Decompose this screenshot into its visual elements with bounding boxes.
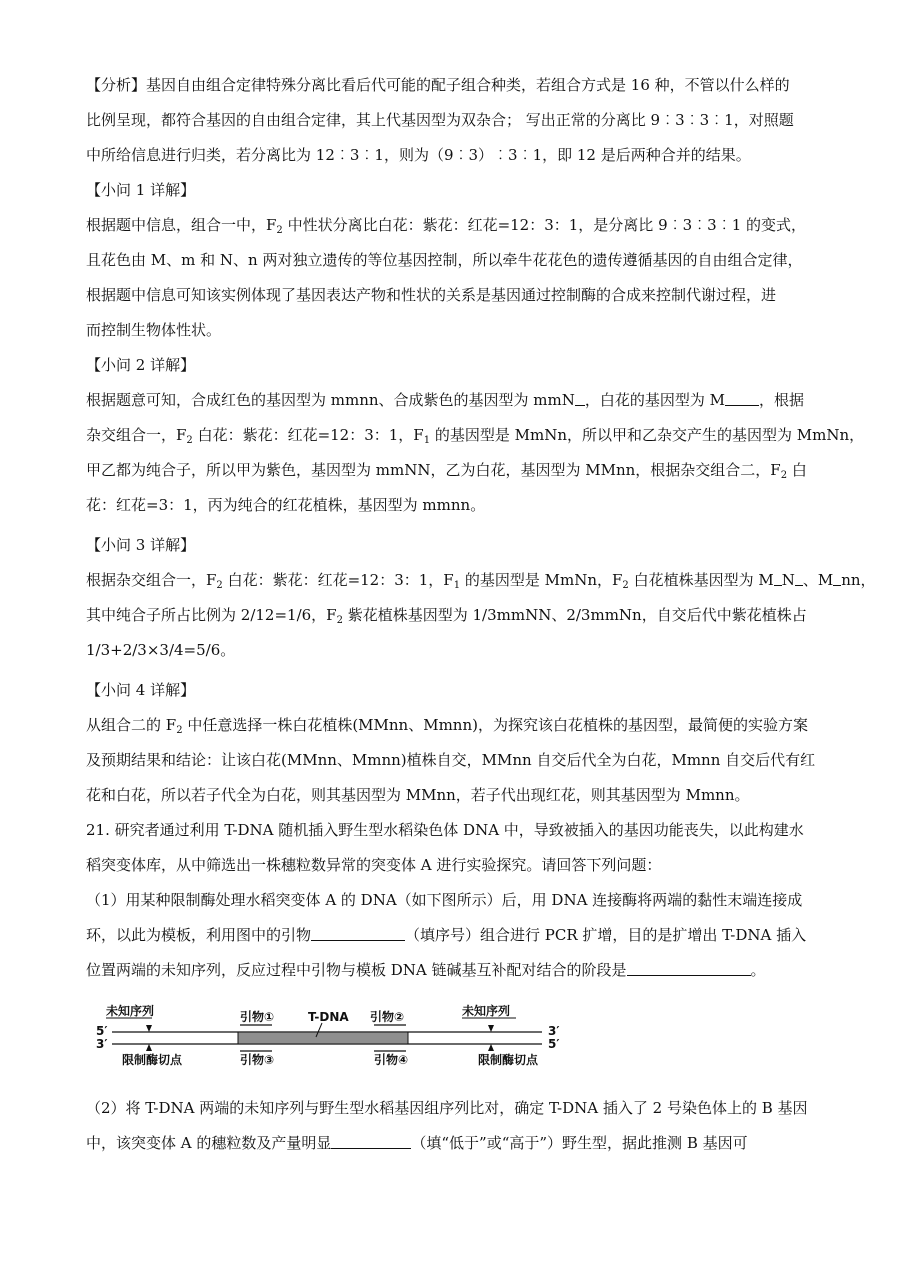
primer-3-label: 引物③ bbox=[240, 1053, 275, 1067]
q21-part2-line-2: 中，该突变体 A 的穗粒数及产量明显 （填“低于”或“高于”）野生型，据此推测 B 基因可 bbox=[86, 1134, 748, 1152]
analysis-line-2: 比例呈现，都符合基因的自由组合定律，其上代基因型为双杂合； 写出正常的分离比 9︰3︰3︰1，对照题 bbox=[86, 111, 794, 129]
tdna-label: T-DNA bbox=[308, 1010, 349, 1024]
q1-heading: 【小问 1 详解】 bbox=[86, 181, 196, 199]
genotype-blank bbox=[774, 571, 782, 586]
cut-site-marker-top-left bbox=[146, 1025, 152, 1032]
q1-line-4: 而控制生物体性状。 bbox=[86, 321, 222, 339]
cut-site-left-label: 限制酶切点 bbox=[122, 1053, 183, 1067]
q21-line-2: 稻突变体库，从中筛选出一株穗粒数异常的突变体 A 进行实验探究。请回答下列问题： bbox=[86, 856, 662, 874]
tdna-primer-figure bbox=[96, 1003, 566, 1067]
answer-blank-stage[interactable] bbox=[627, 961, 751, 976]
genotype-blank bbox=[833, 571, 841, 586]
primer-4-label: 引物④ bbox=[374, 1053, 409, 1067]
unknown-seq-right-label: 未知序列 bbox=[462, 1004, 511, 1018]
genotype-blank bbox=[795, 571, 803, 586]
primer-1-label: 引物① bbox=[240, 1010, 275, 1024]
q2-line-2: 杂交组合一，$F_2$ 白花：紫花：红花=12：3：1，$F_1$ 的基因型是 MmNn，所以甲和乙杂交产生的基因型为 MmNn， bbox=[86, 426, 865, 446]
q4-heading: 【小问 4 详解】 bbox=[86, 681, 196, 699]
analysis-line-3: 中所给信息进行归类，若分离比为 12︰3︰1，则为（9︰3）︰3︰1，即 12 是后两种合并的结果。 bbox=[86, 146, 751, 164]
cut-site-marker-top-right bbox=[488, 1025, 494, 1032]
cut-site-right-label: 限制酶切点 bbox=[478, 1053, 539, 1067]
q1-line-2: 且花色由 M、m 和 N、n 两对独立遗传的等位基因控制，所以牵牛花花色的遗传遵循基因的自由组合定律， bbox=[86, 251, 803, 269]
end-3-left: 3′ bbox=[96, 1037, 108, 1051]
end-5-left: 5′ bbox=[96, 1024, 108, 1038]
q21-line-1: 21. 研究者通过利用 T-DNA 随机插入野生型水稻染色体 DNA 中，导致被插入的基因功能丧失，以此构建水 bbox=[86, 821, 804, 839]
q21-part1-line-1: （1）用某种限制酶处理水稻突变体 A 的 DNA（如下图所示）后，用 DNA 连接酶将两端的黏性末端连接成 bbox=[86, 891, 803, 909]
genotype-blank bbox=[725, 391, 759, 406]
primer-2-label: 引物② bbox=[370, 1010, 405, 1024]
q21-part1-line-2: 环，以此为模板，利用图中的引物 （填序号）组合进行 PCR 扩增，目的是扩增出 T-DNA 插入 bbox=[86, 926, 807, 944]
q1-line-3: 根据题中信息可知该实例体现了基因表达产物和性状的关系是基因通过控制酶的合成来控制代谢过程，进 bbox=[86, 286, 777, 304]
end-5-right: 5′ bbox=[548, 1037, 560, 1051]
q21-part1-line-3: 位置两端的未知序列，反应过程中引物与模板 DNA 链碱基互补配对结合的阶段是 。 bbox=[86, 961, 766, 979]
q3-line-2: 其中纯合子所占比例为 2/12=1/6，$F_2$ 紫花植株基因型为 1/3mmNN、2/3mmNn，自交后代中紫花植株占 bbox=[86, 606, 807, 626]
q4-line-3: 花和白花，所以若子代全为白花，则其基因型为 MMnn，若子代出现红花，则其基因型为 Mmnn。 bbox=[86, 786, 750, 804]
q4-line-2: 及预期结果和结论：让该白花(MMnn、Mmnn)植株自交，MMnn 自交后代全为白花，Mmnn 自交后代有红 bbox=[86, 751, 816, 769]
q3-line-1: 根据杂交组合一，$F_2$ 白花：紫花：红花=12：3：1，$F_1$ 的基因型是 MmNn，$F_2$ 白花植株基因型为 M N 、M nn， bbox=[86, 571, 876, 591]
tdna-segment bbox=[238, 1032, 408, 1044]
answer-blank-yield[interactable] bbox=[331, 1134, 411, 1149]
q3-line-3: 1/3+2/3×3/4=5/6。 bbox=[86, 641, 236, 659]
q21-part2-line-1: （2）将 T-DNA 两端的未知序列与野生型水稻基因组序列比对，确定 T-DNA 插入了 2 号染色体上的 B 基因 bbox=[86, 1099, 808, 1117]
cut-site-marker-bottom-right bbox=[488, 1044, 494, 1051]
q2-line-3: 甲乙都为纯合子，所以甲为紫色，基因型为 mmNN，乙为白花，基因型为 MMnn，根据杂交组合二，$F_2$ 白 bbox=[86, 461, 807, 481]
answer-blank-primers[interactable] bbox=[311, 926, 405, 941]
q1-line-1: 根据题中信息，组合一中，$F_2$ 中性状分离比白花：紫花：红花=12：3：1，是分离比 9︰3︰3︰1 的变式， bbox=[86, 216, 807, 236]
cut-site-marker-bottom-left bbox=[146, 1044, 152, 1051]
genotype-blank bbox=[575, 391, 585, 406]
q2-line-4: 花：红花=3：1，丙为纯合的红花植株，基因型为 mmnn。 bbox=[86, 496, 486, 514]
q3-heading: 【小问 3 详解】 bbox=[86, 536, 196, 554]
end-3-right: 3′ bbox=[548, 1024, 560, 1038]
analysis-line-1: 【分析】基因自由组合定律特殊分离比看后代可能的配子组合种类，若组合方式是 16 种，不管以什么样的 bbox=[86, 76, 790, 94]
q2-line-1: 根据题意可知，合成红色的基因型为 mmnn、合成紫色的基因型为 mmN ，白花的基因型为 M ，根据 bbox=[86, 391, 805, 409]
q2-heading: 【小问 2 详解】 bbox=[86, 356, 196, 374]
unknown-seq-left-label: 未知序列 bbox=[106, 1004, 155, 1018]
q4-line-1: 从组合二的 $F_2$ 中任意选择一株白花植株(MMnn、Mmnn)，为探究该白花植株的基因型，最简便的实验方案 bbox=[86, 716, 808, 736]
